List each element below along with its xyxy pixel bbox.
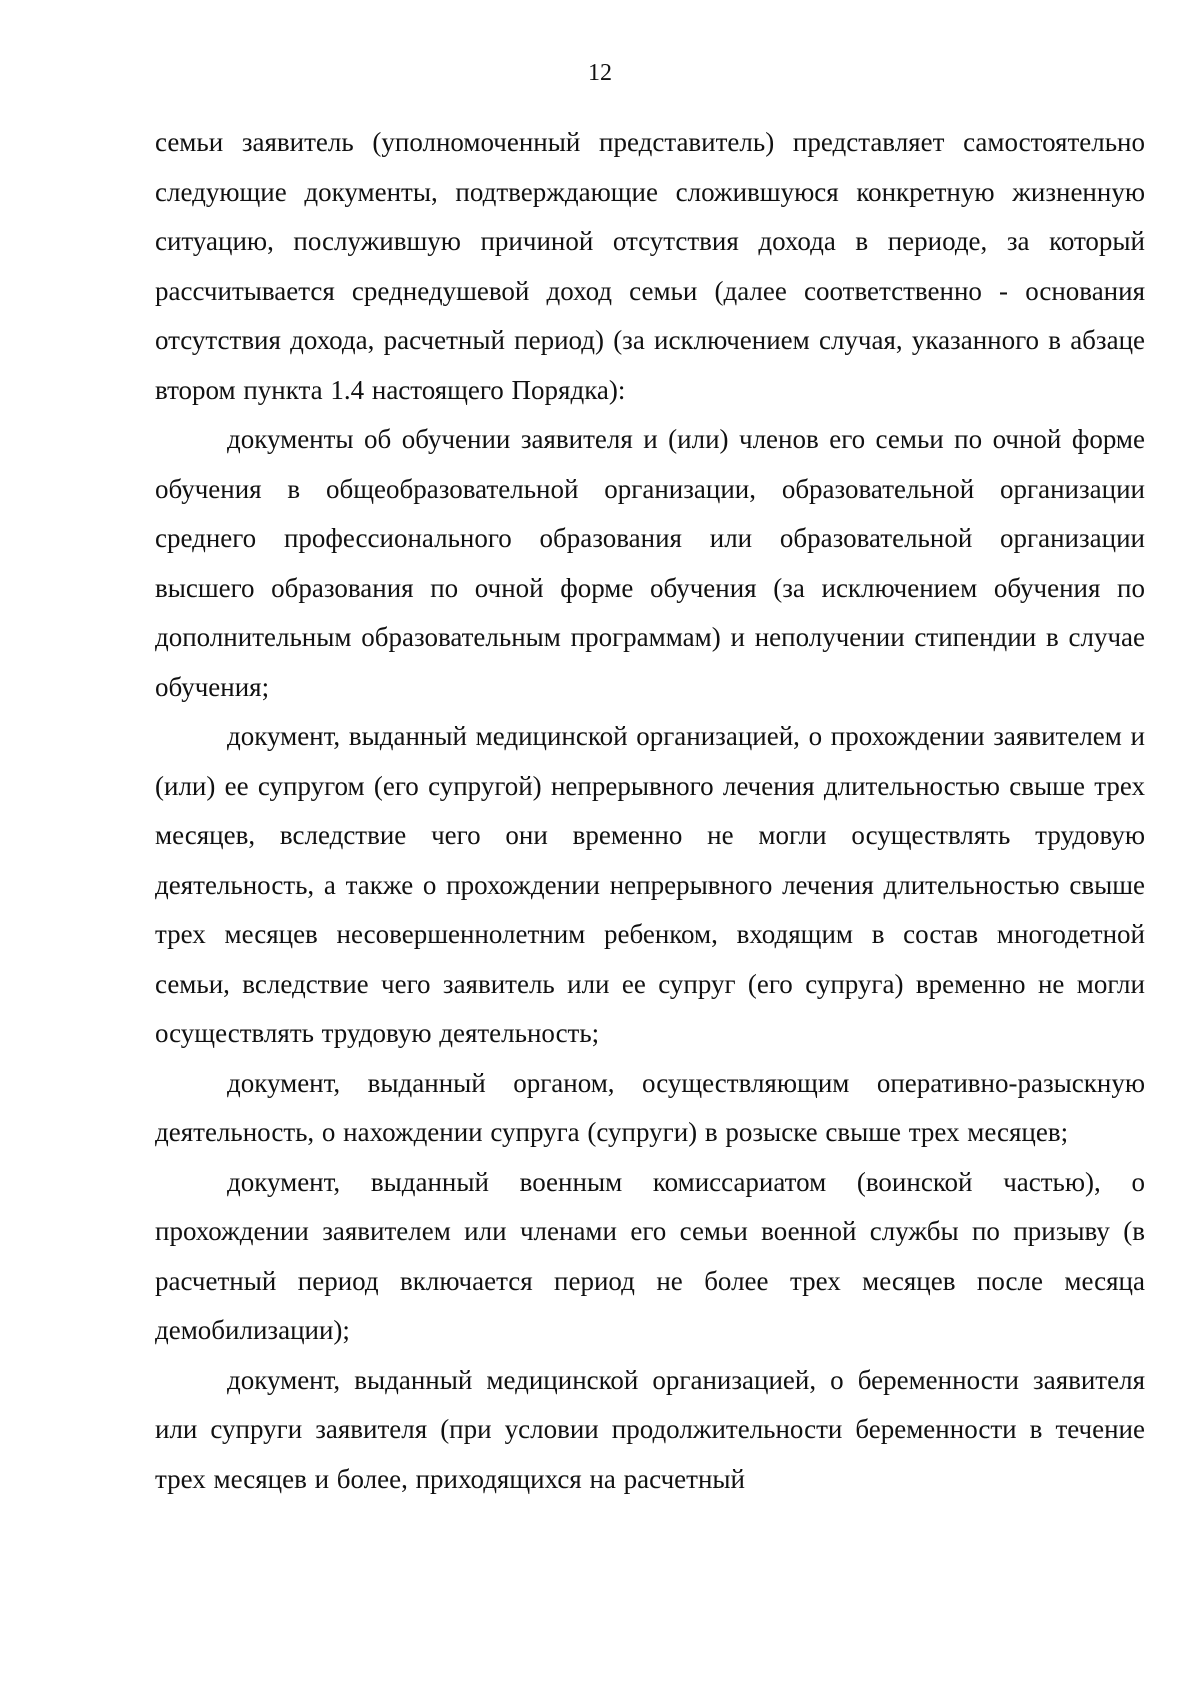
- paragraph-education-documents: документы об обучении заявителя и (или) членов его семьи по очной форме обучения в общеобразовательной организации, образовательной организации среднего профессионального образования или образовательной организации высшего образования по очной форме обучения (за исключением обучения по дополнительным образовательным программам) и неполучении стипендии в случае обучения;: [155, 424, 1145, 702]
- paragraph-pregnancy-document: документ, выданный медицинской организацией, о беременности заявителя или супруги заявителя (при условии продолжительности беременности в течение трех месяцев и более, приходящихся на расчетный: [155, 1364, 1145, 1494]
- paragraph-military-service-document: документ, выданный военным комиссариатом (воинской частью), о прохождении заявителем или членами его семьи военной службы по призыву (в расчетный период включается период не более трех месяцев после месяца демобилизации);: [155, 1166, 1145, 1345]
- document-body: [155, 118, 1145, 1504]
- paragraph-search-document: документ, выданный органом, осуществляющим оперативно-разыскную деятельность, о нахождении супруга (супруги) в розыске свыше трех месяцев;: [155, 1067, 1145, 1147]
- paragraph-intro: семьи заявитель (уполномоченный представитель) представляет самостоятельно следующие документы, подтверждающие сложившуюся конкретную жизненную ситуацию, послужившую причиной отсутствия дохода в периоде, за который рассчитывается среднедушевой доход семьи (далее соответственно - основания отсутствия дохода, расчетный период) (за исключением случая, указанного в абзаце втором пункта 1.4 настоящего Порядка):: [155, 127, 1145, 405]
- page-number: 12: [588, 60, 612, 86]
- paragraph-medical-treatment-document: документ, выданный медицинской организацией, о прохождении заявителем и (или) ее супругом (его супругой) непрерывного лечения длительностью свыше трех месяцев, вследствие чего они временно не могли осуществлять трудовую деятельность, а также о прохождении непрерывного лечения длительностью свыше трех месяцев несовершеннолетним ребенком, входящим в состав многодетной семьи, вследствие чего заявитель или ее супруг (его супруга) временно не могли осуществлять трудовую деятельность;: [155, 721, 1145, 1048]
